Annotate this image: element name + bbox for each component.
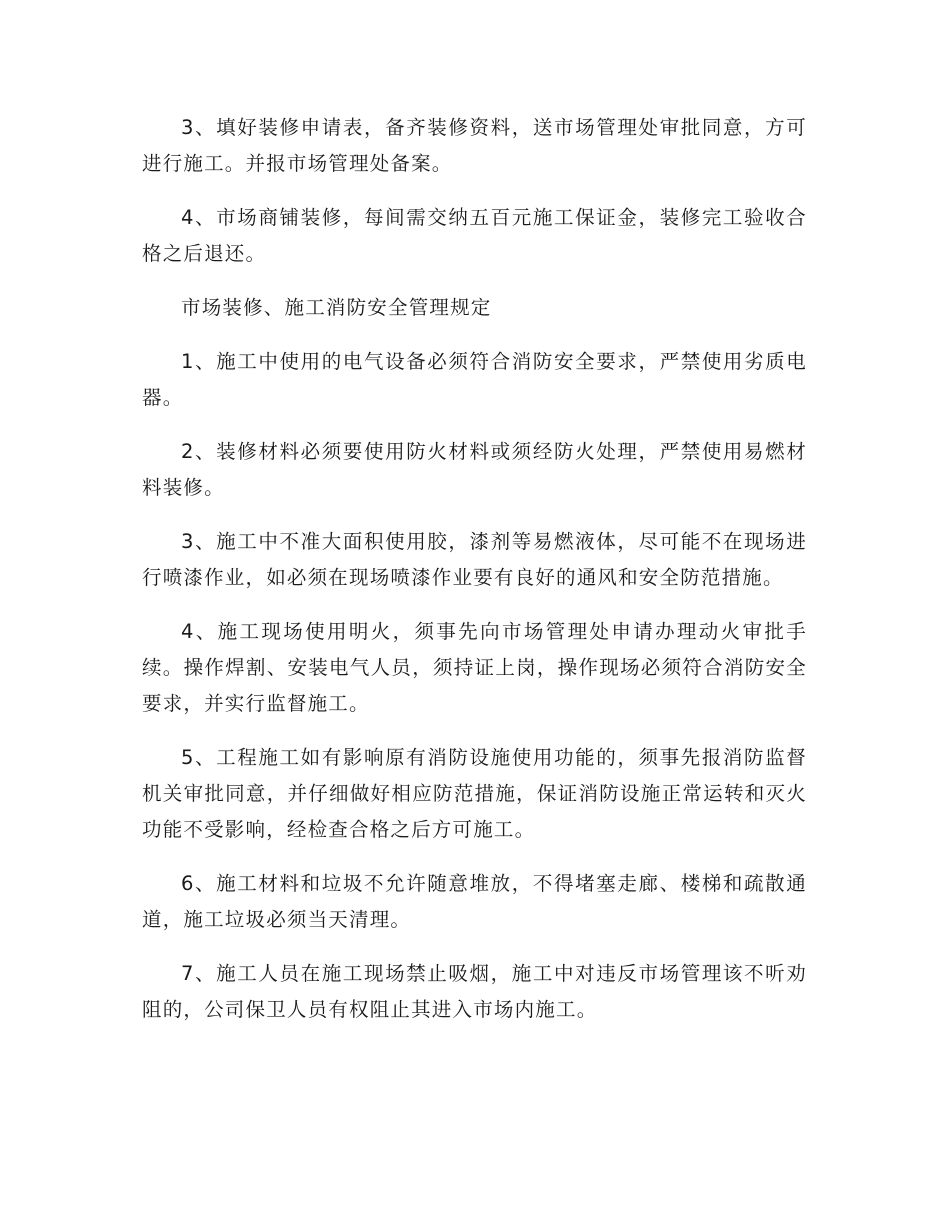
paragraph-rule-6: 6、施工材料和垃圾不允许随意堆放，不得堵塞走廊、楼梯和疏散通道，施工垃圾必须当天清理。 (142, 872, 807, 931)
document-body (142, 110, 807, 1046)
paragraph-item-4-deposit: 4、市场商铺装修，每间需交纳五百元施工保证金，装修完工验收合格之后退还。 (142, 206, 807, 265)
paragraph-rule-5: 5、工程施工如有影响原有消防设施使用功能的，须事先报消防监督机关审批同意，并仔细做好相应防范措施，保证消防设施正常运转和灭火功能不受影响，经检查合格之后方可施工。 (142, 746, 807, 841)
paragraph-rule-7: 7、施工人员在施工现场禁止吸烟，施工中对违反市场管理该不听劝阻的，公司保卫人员有权阻止其进入市场内施工。 (142, 962, 807, 1021)
section-heading: 市场装修、施工消防安全管理规定 (181, 296, 492, 319)
paragraph-item-3-application: 3、填好装修申请表，备齐装修资料，送市场管理处审批同意，方可进行施工。并报市场管理处备案。 (142, 116, 807, 175)
paragraph-rule-2: 2、装修材料必须要使用防火材料或须经防火处理，严禁使用易燃材料装修。 (142, 440, 807, 499)
paragraph-rule-1: 1、施工中使用的电气设备必须符合消防安全要求，严禁使用劣质电器。 (142, 350, 807, 409)
paragraph-rule-4: 4、施工现场使用明火，须事先向市场管理处申请办理动火审批手续。操作焊割、安装电气人员，须持证上岗，操作现场必须符合消防安全要求，并实行监督施工。 (142, 620, 807, 715)
paragraph-rule-3: 3、施工中不准大面积使用胶，漆剂等易燃液体，尽可能不在现场进行喷漆作业，如必须在现场喷漆作业要有良好的通风和安全防范措施。 (142, 530, 807, 589)
